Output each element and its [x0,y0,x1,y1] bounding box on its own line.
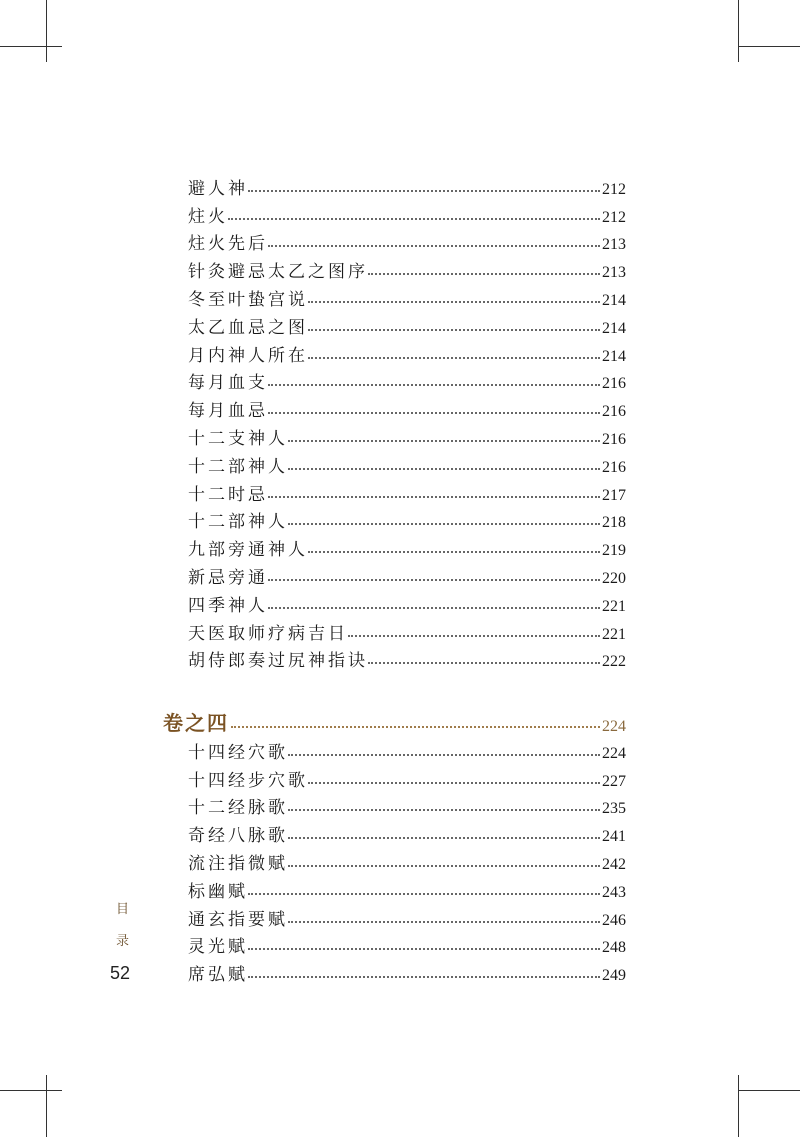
toc-entry-page: 227 [602,772,626,790]
toc-entry-title: 新忌旁通 [188,567,268,588]
toc-entry-title: 通玄指要赋 [188,909,288,930]
dot-leader [248,893,600,895]
dot-leader [288,921,600,923]
toc-list-part1 [188,171,626,671]
dot-leader [248,190,600,192]
toc-entry-title: 流注指微赋 [188,853,288,874]
toc-entry-title: 炷火先后 [188,234,268,255]
dot-leader [268,245,600,247]
dot-leader [288,523,600,525]
dot-leader [308,329,600,331]
toc-entry[interactable] [188,874,626,902]
dot-leader [268,412,600,414]
toc-entry-title: 十二经脉歌 [188,798,288,819]
toc-entry-title: 炷火 [188,206,228,227]
sidebar-char-lu: 录 [116,934,130,949]
toc-entry-title: 十二时忌 [188,484,268,505]
toc-entry-title: 避人神 [188,178,248,199]
crop-mark [46,1075,47,1137]
toc-entry-page: 216 [602,403,626,421]
toc-entry[interactable] [188,477,626,505]
chapter-title: 卷之四 [163,711,229,735]
toc-entry-title: 十二部神人 [188,512,288,533]
dot-leader [348,635,600,637]
toc-entry-title: 席弘赋 [188,965,248,986]
toc-entry[interactable] [188,818,626,846]
toc-entry[interactable] [188,366,626,394]
toc-entry-page: 222 [602,653,626,671]
toc-entry[interactable] [188,616,626,644]
dot-leader [288,468,600,470]
toc-entry[interactable] [188,199,626,227]
dot-leader [268,384,600,386]
toc-entry-page: 214 [602,291,626,309]
chapter-heading[interactable] [163,706,626,736]
toc-entry-title: 冬至叶蛰宫说 [188,289,308,310]
toc-entry[interactable] [188,532,626,560]
dot-leader [288,440,600,442]
toc-entry[interactable] [188,254,626,282]
toc-entry-title: 月内神人所在 [188,345,308,366]
toc-entry-title: 太乙血忌之图 [188,317,308,338]
toc-entry[interactable] [188,902,626,930]
page-number: 52 [110,963,131,983]
toc-entry-title: 灵光赋 [188,937,248,958]
toc-entry[interactable] [188,282,626,310]
crop-mark [738,0,739,62]
toc-entry-page: 221 [602,597,626,615]
toc-entry[interactable] [188,421,626,449]
toc-entry-title: 九部旁通神人 [188,540,308,561]
dot-leader [231,726,600,728]
toc-entry[interactable] [188,560,626,588]
crop-mark [46,0,47,62]
toc-entry-page: 216 [602,458,626,476]
toc-entry-page: 242 [602,855,626,873]
toc-entry[interactable] [188,227,626,255]
toc-entry-page: 219 [602,542,626,560]
crop-mark [0,46,62,47]
toc-entry[interactable] [188,449,626,477]
dot-leader [288,754,600,756]
toc-entry-page: 216 [602,430,626,448]
toc-entry[interactable] [188,846,626,874]
toc-entry[interactable] [188,791,626,819]
toc-entry-page: 213 [602,264,626,282]
dot-leader [248,948,600,950]
toc-entry-title: 胡侍郎奏过尻神指诀 [188,651,368,672]
toc-entry[interactable] [188,644,626,672]
toc-entry-page: 243 [602,883,626,901]
toc-entry-page: 213 [602,236,626,254]
toc-entry[interactable] [188,588,626,616]
crop-mark [738,46,800,47]
toc-entry-title: 十二支神人 [188,428,288,449]
toc-entry-title: 标幽赋 [188,881,248,902]
toc-entry-page: 248 [602,939,626,957]
chapter-page: 224 [602,718,626,735]
toc-entry-title: 每月血支 [188,373,268,394]
sidebar-char-mu: 目 [116,902,130,917]
toc-entry-page: 224 [602,744,626,762]
toc-entry[interactable] [188,930,626,958]
dot-leader [368,662,600,664]
toc-entry-title: 每月血忌 [188,401,268,422]
dot-leader [288,837,600,839]
toc-entry[interactable] [188,763,626,791]
toc-entry-title: 十四经穴歌 [188,742,288,763]
dot-leader [308,551,600,553]
dot-leader [268,496,600,498]
toc-entry-title: 针灸避忌太乙之图序 [188,262,368,283]
toc-entry-page: 212 [602,180,626,198]
toc-entry-page: 218 [602,514,626,532]
dot-leader [308,357,600,359]
toc-entry[interactable] [188,310,626,338]
dot-leader [268,579,600,581]
dot-leader [308,301,600,303]
toc-entry-page: 216 [602,375,626,393]
crop-mark [0,1090,62,1091]
toc-list-part2 [188,735,626,985]
toc-entry-title: 四季神人 [188,595,268,616]
toc-entry[interactable] [188,393,626,421]
toc-entry-page: 241 [602,828,626,846]
dot-leader [308,782,600,784]
toc-entry-title: 天医取师疗病吉日 [188,623,348,644]
toc-entry[interactable] [188,957,626,985]
crop-mark [738,1090,800,1091]
toc-entry[interactable] [188,505,626,533]
dot-leader [268,607,600,609]
crop-mark [738,1075,739,1137]
toc-entry[interactable] [188,338,626,366]
toc-entry-page: 235 [602,800,626,818]
dot-leader [288,865,600,867]
dot-leader [368,273,600,275]
toc-entry[interactable] [188,735,626,763]
toc-entry-page: 217 [602,486,626,504]
toc-entry-title: 十四经步穴歌 [188,770,308,791]
toc-entry-page: 212 [602,208,626,226]
toc-entry-page: 220 [602,569,626,587]
toc-entry-page: 249 [602,967,626,985]
toc-entry-title: 奇经八脉歌 [188,826,288,847]
toc-entry-page: 221 [602,625,626,643]
toc-entry-page: 214 [602,347,626,365]
toc-entry[interactable] [188,171,626,199]
dot-leader [228,218,600,220]
toc-entry-page: 246 [602,911,626,929]
toc-entry-page: 214 [602,319,626,337]
dot-leader [248,976,600,978]
toc-entry-title: 十二部神人 [188,456,288,477]
dot-leader [288,809,600,811]
